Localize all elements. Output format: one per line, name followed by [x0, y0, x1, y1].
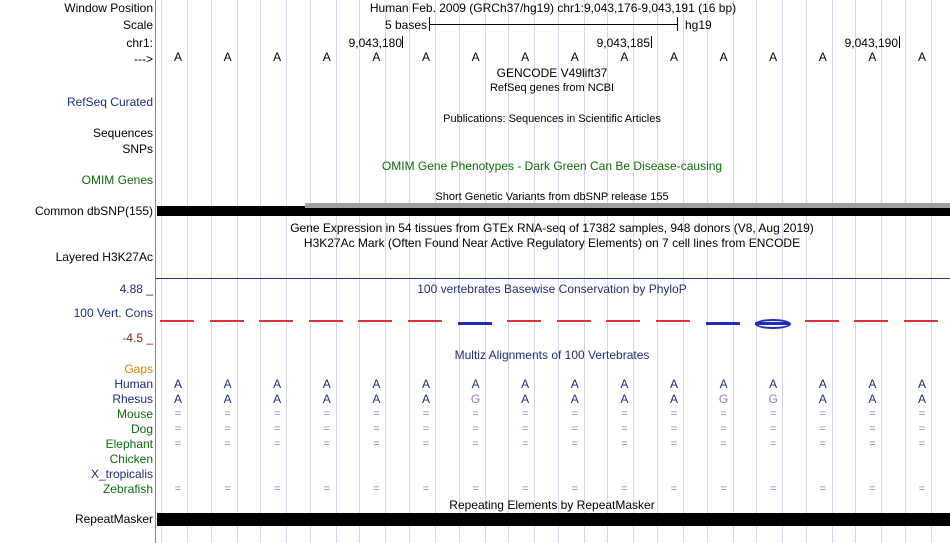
grid-line	[756, 0, 757, 543]
alignment-base: =	[472, 408, 479, 420]
repeatmasker-feature-bar[interactable]	[157, 513, 950, 526]
grid-line	[905, 0, 906, 543]
coord-tick-mark	[402, 36, 403, 48]
alignment-base: =	[670, 423, 678, 435]
phylop-g-glyph	[755, 319, 791, 329]
alignment-base: =	[373, 483, 380, 495]
grid-line	[459, 0, 460, 543]
alignment-base: =	[323, 423, 331, 435]
alignment-base: =	[769, 408, 777, 420]
species-label-x-tropicalis[interactable]: X_tropicalis	[90, 467, 153, 481]
phylop-value-mark	[408, 320, 442, 322]
grid-line	[733, 0, 734, 543]
alignment-base: =	[720, 483, 727, 495]
alignment-base: =	[521, 423, 529, 435]
grid-line	[633, 0, 634, 543]
scale-bar-right-tick	[677, 17, 678, 31]
refseq-track-subtitle: RefSeq genes from NCBI	[489, 82, 615, 94]
gencode-track-title: GENCODE V49lift37	[496, 66, 608, 80]
dbsnp-track-title: Short Genetic Variants from dbSNP release 155	[435, 191, 669, 203]
alignment-base: =	[521, 483, 529, 495]
alignment-base: =	[621, 438, 628, 450]
alignment-base: =	[819, 438, 827, 450]
alignment-base: =	[670, 483, 678, 495]
grid-line	[211, 0, 212, 543]
alignment-base: =	[174, 423, 182, 435]
alignment-base: A	[669, 377, 678, 391]
alignment-base: =	[819, 483, 827, 495]
sequence-base: A	[620, 50, 629, 64]
scale-bar	[429, 24, 677, 25]
dbsnp-feature-bar-gray[interactable]	[305, 203, 950, 208]
alignment-base: G	[768, 392, 778, 406]
alignment-base: =	[323, 438, 331, 450]
track-label-phylop[interactable]: 100 Vert. Cons	[73, 306, 153, 320]
alignment-base: =	[373, 408, 380, 420]
alignment-base: A	[818, 377, 827, 391]
phylop-value-mark	[706, 322, 740, 325]
alignment-base: =	[621, 423, 628, 435]
alignment-base: =	[621, 483, 628, 495]
alignment-base: =	[571, 423, 579, 435]
track-label-snps[interactable]: SNPs	[122, 142, 153, 156]
alignment-base: =	[869, 408, 876, 420]
coord-tick-label: 9,043,185	[596, 36, 650, 50]
alignment-base: =	[521, 408, 529, 420]
alignment-base: =	[869, 483, 876, 495]
alignment-base: =	[422, 423, 430, 435]
alignment-base: A	[917, 392, 926, 406]
grid-line	[881, 0, 882, 543]
scale-left-text: 5 bases	[384, 18, 427, 32]
grid-line	[435, 0, 436, 543]
alignment-base: =	[918, 408, 926, 420]
label-divider	[155, 0, 156, 543]
alignment-base: =	[571, 408, 579, 420]
species-label-rhesus[interactable]: Rhesus	[112, 392, 153, 406]
alignment-base: A	[421, 377, 430, 391]
alignment-base: G	[718, 392, 729, 406]
alignment-base: =	[273, 423, 281, 435]
sequence-base: A	[521, 50, 530, 64]
grid-line	[683, 0, 684, 543]
sequence-base: A	[173, 50, 182, 64]
alignment-base: =	[521, 438, 529, 450]
alignment-base: =	[918, 423, 926, 435]
coord-tick-mark	[899, 36, 900, 48]
sequence-base: A	[372, 50, 381, 64]
alignment-base: =	[422, 483, 430, 495]
sequence-base: A	[273, 50, 282, 64]
phylop-value-mark	[557, 320, 591, 322]
alignment-base: A	[223, 392, 232, 406]
alignment-base: =	[720, 423, 727, 435]
sequence-base: A	[719, 50, 728, 64]
alignment-base: =	[769, 423, 777, 435]
alignment-base: =	[273, 438, 281, 450]
alignment-base: A	[917, 377, 926, 391]
alignment-base: =	[472, 438, 479, 450]
alignment-base: =	[224, 408, 231, 420]
alignment-base: A	[719, 377, 728, 391]
multiz-track-title: Multiz Alignments of 100 Vertebrates	[454, 348, 650, 362]
track-label-h3k27ac[interactable]: Layered H3K27Ac	[55, 250, 153, 264]
alignment-base: =	[472, 483, 479, 495]
sequence-base: A	[223, 50, 232, 64]
alignment-base: =	[224, 438, 231, 450]
alignment-base: =	[869, 438, 876, 450]
grid-line	[187, 0, 188, 543]
phylop-min-label: -4.5 _	[122, 331, 153, 345]
grid-line	[931, 0, 932, 543]
alignment-base: A	[471, 377, 480, 391]
alignment-base: A	[223, 377, 232, 391]
grid-line	[359, 0, 360, 543]
alignment-base: A	[620, 377, 629, 391]
alignment-base: =	[273, 483, 281, 495]
gtex-track-title: Gene Expression in 54 tissues from GTEx RNA-seq of 17382 samples, 948 donors (V8, Aug 2019)	[290, 221, 814, 235]
alignment-base: =	[174, 438, 182, 450]
coord-tick-label: 9,043,180	[348, 36, 402, 50]
alignment-base: =	[571, 483, 579, 495]
phylop-value-mark	[309, 320, 343, 322]
alignment-base: =	[422, 408, 430, 420]
track-label-refseq[interactable]: RefSeq Curated	[66, 95, 153, 109]
track-label-omim[interactable]: OMIM Genes	[81, 173, 153, 187]
alignment-base: A	[372, 377, 381, 391]
omim-track-title: OMIM Gene Phenotypes - Dark Green Can Be Disease-causing	[381, 159, 723, 173]
repeatmasker-track-title: Repeating Elements by RepeatMasker	[449, 498, 655, 512]
grid-line	[237, 0, 238, 543]
alignment-base: A	[521, 377, 530, 391]
grid-line	[409, 0, 410, 543]
grid-line	[485, 0, 486, 543]
window-position-label: Window Position	[64, 1, 153, 15]
alignment-base: =	[224, 483, 231, 495]
phylop-value-mark	[259, 320, 293, 322]
sequence-base: A	[818, 50, 827, 64]
phylop-value-mark	[210, 320, 244, 322]
coord-tick-mark	[651, 36, 652, 48]
alignment-base: =	[571, 438, 579, 450]
alignment-base: =	[621, 408, 628, 420]
alignment-base: =	[720, 438, 727, 450]
species-label-elephant[interactable]: Elephant	[105, 437, 153, 451]
track-label-repeatmasker[interactable]: RepeatMasker	[74, 512, 153, 526]
grid-line	[657, 0, 658, 543]
sequence-base: A	[471, 50, 480, 64]
alignment-base: A	[521, 392, 530, 406]
alignment-base: A	[818, 392, 827, 406]
alignment-base: =	[472, 423, 479, 435]
scale-label: Scale	[122, 18, 153, 32]
alignment-base: =	[174, 483, 182, 495]
species-label-human[interactable]: Human	[114, 377, 153, 391]
alignment-base: =	[918, 438, 926, 450]
phylop-value-mark	[507, 320, 541, 322]
alignment-base: A	[669, 392, 678, 406]
publications-track-title: Publications: Sequences in Scientific Articles	[443, 113, 661, 125]
phylop-value-mark	[656, 320, 690, 322]
alignment-base: =	[670, 438, 678, 450]
sequence-base: A	[322, 50, 331, 64]
grid-line	[806, 0, 807, 543]
alignment-base: =	[174, 408, 182, 420]
grid-line	[782, 0, 783, 543]
species-label-zebrafish[interactable]: Zebrafish	[102, 482, 153, 496]
alignment-base: A	[273, 377, 282, 391]
grid-line	[336, 0, 337, 543]
alignment-base: A	[868, 377, 877, 391]
species-label-dog[interactable]: Dog	[130, 422, 153, 436]
alignment-base: =	[769, 438, 777, 450]
h3k27ac-baseline	[155, 278, 950, 279]
phylop-value-mark	[358, 320, 392, 322]
alignment-base: A	[421, 392, 430, 406]
sequence-base: A	[868, 50, 877, 64]
alignment-base: =	[819, 408, 827, 420]
alignment-base: G	[470, 392, 481, 406]
sequence-base: A	[421, 50, 430, 64]
sequence-base: A	[917, 50, 926, 64]
alignment-base: =	[670, 408, 678, 420]
phylop-value-mark	[160, 320, 194, 322]
alignment-base: =	[819, 423, 827, 435]
species-label-mouse[interactable]: Mouse	[116, 407, 153, 421]
alignment-base: A	[620, 392, 629, 406]
alignment-base: A	[570, 377, 579, 391]
strand-label: --->	[134, 52, 153, 66]
grid-line	[310, 0, 311, 543]
phylop-max-label: 4.88 _	[119, 282, 153, 296]
track-label-sequences[interactable]: Sequences	[92, 126, 153, 140]
alignment-base: =	[769, 483, 777, 495]
alignment-base: =	[323, 408, 331, 420]
grid-line	[260, 0, 261, 543]
alignment-base: =	[918, 483, 926, 495]
sequence-base: A	[769, 50, 778, 64]
phylop-value-mark	[805, 320, 839, 322]
alignment-base: A	[173, 392, 182, 406]
alignment-base: =	[224, 423, 231, 435]
species-label-chicken[interactable]: Chicken	[109, 452, 153, 466]
alignment-base: =	[422, 438, 430, 450]
sequence-base: A	[570, 50, 579, 64]
scale-assembly-text: hg19	[685, 18, 712, 32]
alignment-base: =	[720, 408, 727, 420]
window-position-text: Human Feb. 2009 (GRCh37/hg19) chr1:9,043,176-9,043,191 (16 bp)	[369, 1, 737, 15]
grid-line	[385, 0, 386, 543]
alignment-base: A	[868, 392, 877, 406]
alignment-base: A	[273, 392, 282, 406]
alignment-base: =	[273, 408, 281, 420]
alignment-base: =	[373, 438, 380, 450]
grid-line	[161, 0, 162, 543]
alignment-base: A	[372, 392, 381, 406]
alignment-base: =	[869, 423, 876, 435]
h3k27ac-track-title: H3K27Ac Mark (Often Found Near Active Regulatory Elements) on 7 cell lines from ENCODE	[303, 236, 801, 250]
sequence-base: A	[669, 50, 678, 64]
grid-line	[855, 0, 856, 543]
coord-tick-label: 9,043,190	[844, 36, 898, 50]
chrom-label: chr1:	[126, 36, 153, 50]
alignment-base: A	[769, 377, 778, 391]
species-label-gaps[interactable]: Gaps	[124, 362, 153, 376]
grid-line	[707, 0, 708, 543]
alignment-base: A	[322, 392, 331, 406]
track-label-dbsnp[interactable]: Common dbSNP(155)	[34, 204, 153, 218]
phylop-value-mark	[904, 320, 938, 322]
grid-line	[832, 0, 833, 543]
phylop-value-mark	[854, 320, 888, 322]
grid-line	[286, 0, 287, 543]
alignment-base: A	[322, 377, 331, 391]
phylop-value-mark	[458, 322, 492, 325]
alignment-base: =	[373, 423, 380, 435]
phylop-value-mark	[606, 320, 640, 322]
alignment-base: A	[173, 377, 182, 391]
alignment-base: =	[323, 483, 331, 495]
phylop-track-title: 100 vertebrates Basewise Conservation by PhyloP	[417, 282, 687, 296]
alignment-base: A	[570, 392, 579, 406]
